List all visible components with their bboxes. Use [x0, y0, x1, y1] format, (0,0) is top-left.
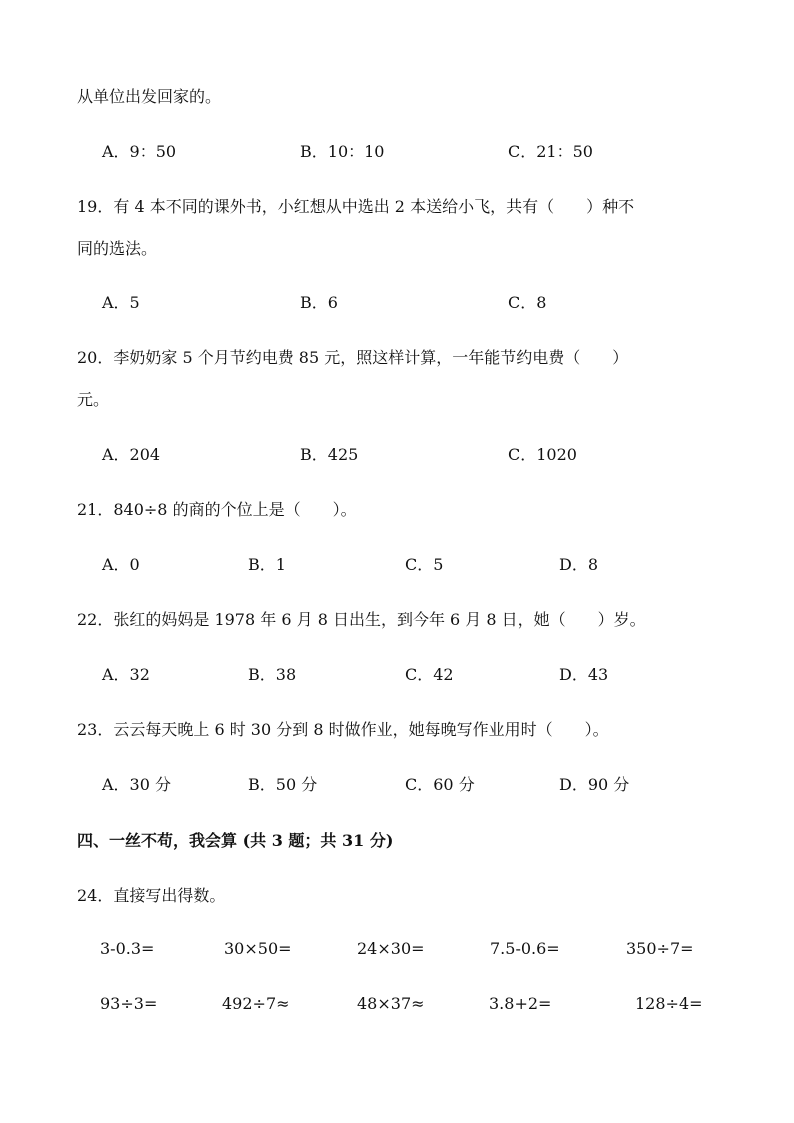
q18-options: [0, 141, 794, 163]
option-b[interactable]: B．10：10: [300, 142, 385, 161]
option-a[interactable]: A．204: [102, 445, 161, 464]
section-heading: 四、一丝不苟，我会算 (共 3 题；共 31 分): [77, 831, 394, 850]
calc-item: 24×30=: [357, 939, 425, 958]
option-a[interactable]: A．0: [102, 555, 140, 574]
q21-text: 21．840÷8 的商的个位上是（ ）。: [77, 500, 357, 519]
q22-text: 22．张红的妈妈是 1978 年 6 月 8 日出生，到今年 6 月 8 日，她（ ）岁。: [77, 610, 646, 629]
option-a[interactable]: A．32: [102, 665, 150, 684]
q24-text: 24．直接写出得数。: [77, 886, 226, 905]
q19-text-cont: 同的选法。: [77, 239, 158, 258]
q20-text: 20．李奶奶家 5 个月节约电费 85 元，照这样计算，一年能节约电费（ ）: [77, 348, 629, 367]
option-b[interactable]: B．6: [300, 293, 338, 312]
q19-options: [0, 292, 794, 314]
calc-item: 350÷7=: [626, 939, 694, 958]
q19-text: 19．有 4 本不同的课外书，小红想从中选出 2 本送给小飞，共有（ ）种不: [77, 197, 635, 216]
q22-options: [0, 664, 794, 686]
q20-text-cont: 元。: [77, 390, 110, 409]
option-c[interactable]: C．21：50: [508, 142, 593, 161]
option-d[interactable]: D．90 分: [559, 775, 630, 794]
option-c[interactable]: C．60 分: [405, 775, 475, 794]
option-c[interactable]: C．5: [405, 555, 444, 574]
calc-row-2: [0, 993, 794, 1015]
option-a[interactable]: A．9：50: [102, 142, 177, 161]
calc-item: 3-0.3=: [100, 939, 155, 958]
q23-text: 23．云云每天晚上 6 时 30 分到 8 时做作业，她每晚写作业用时（ ）。: [77, 720, 609, 739]
q21-options: [0, 554, 794, 576]
option-a[interactable]: A．30 分: [102, 775, 172, 794]
calc-item: 48×37≈: [357, 994, 425, 1013]
calc-item: 93÷3=: [100, 994, 158, 1013]
calc-item: 7.5-0.6=: [490, 939, 560, 958]
calc-item: 492÷7≈: [222, 994, 290, 1013]
intro-line: 从单位出发回家的。: [77, 87, 222, 106]
option-d[interactable]: D．43: [559, 665, 609, 684]
option-c[interactable]: C．1020: [508, 445, 577, 464]
option-c[interactable]: C．8: [508, 293, 547, 312]
calc-item: 128÷4=: [635, 994, 703, 1013]
q23-options: [0, 774, 794, 796]
q20-options: [0, 444, 794, 466]
option-b[interactable]: B．1: [248, 555, 286, 574]
option-d[interactable]: D．8: [559, 555, 599, 574]
option-a[interactable]: A．5: [102, 293, 140, 312]
calc-item: 3.8+2=: [489, 994, 552, 1013]
calc-item: 30×50=: [224, 939, 292, 958]
option-b[interactable]: B．50 分: [248, 775, 318, 794]
option-b[interactable]: B．38: [248, 665, 297, 684]
option-b[interactable]: B．425: [300, 445, 359, 464]
option-c[interactable]: C．42: [405, 665, 454, 684]
calc-row-1: [0, 938, 794, 960]
